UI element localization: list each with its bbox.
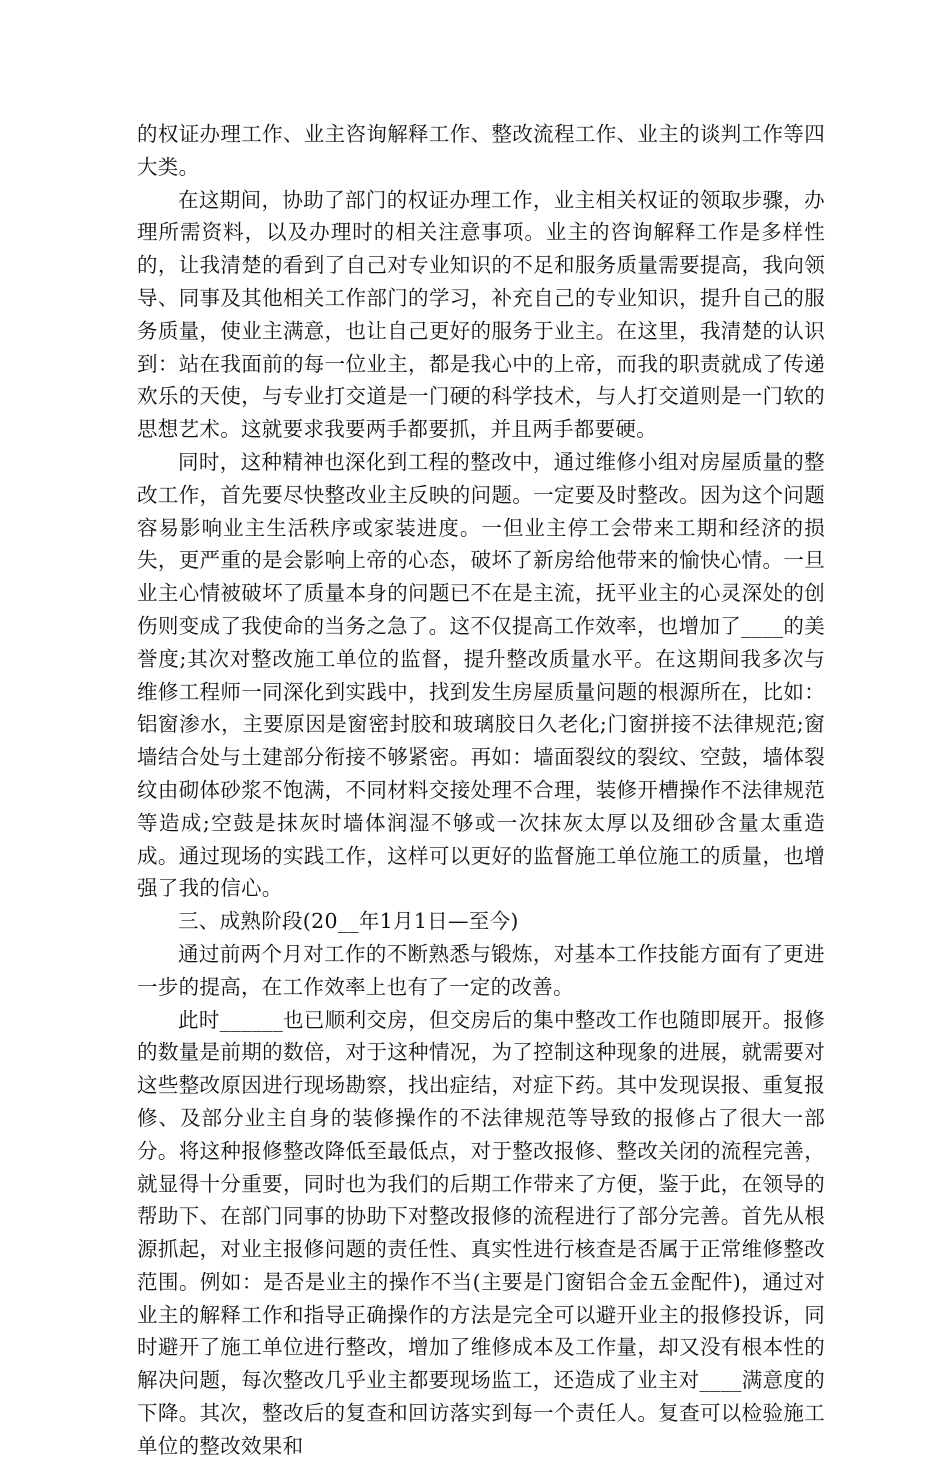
section-heading: 三、成熟阶段(20__年1月1日—至今) xyxy=(178,909,519,934)
paragraph-3: 同时，这种精神也深化到工程的整改中，通过维修小组对房屋质量的整改工作，首先要尽快整改业主反映的问题。一定要及时整改。因为这个问题容易影响业主生活秩序或家装进度。一但业主停工会带来工期和经济的损失，更严重的是会影响上帝的心态，破坏了新房给他带来的愉快心情。一旦业主心情被破坏了质量本身的问题已不在是主流，抚平业主的心灵深处的创伤则变成了我使命的当务之急了。这不仅提高工作效率，也增加了____的美誉度;其次对整改施工单位的监督，提升整改质量水平。在这期间我多次与维修工程师一同深化到实践中，找到发生房屋质量问题的根源所在，比如：铝窗渗水，主要原因是窗密封胶和玻璃胶日久老化;门窗拼接不法律规范;窗墙结合处与土建部分衔接不够紧密。再如：墙面裂纹的裂纹、空鼓，墙体裂纹由砌体砂浆不饱满，不同材料交接处理不合理，装修开槽操作不法律规范等造成;空鼓是抹灰时墙体润湿不够或一次抹灰太厚以及细砂含量太重造成。通过现场的实践工作，这样可以更好的监督施工单位施工的质量，也增强了我的信心。 xyxy=(137,449,825,901)
paragraph-5: 此时______也已顺利交房，但交房后的集中整改工作也随即展开。报修的数量是前期的数倍，对于这种情况，为了控制这种现象的进展，就需要对这些整改原因进行现场勘察，找出症结，对症下药。其中发现误报、重复报修、及部分业主自身的装修操作的不法律规范等导致的报修占了很大一部分。将这种报修整改降低至最低点，对于整改报修、整改关闭的流程完善，就显得十分重要，同时也为我们的后期工作带来了方便，鉴于此，在领导的帮助下、在部门同事的协助下对整改报修的流程进行了部分完善。首先从根源抓起，对业主报修问题的责任性、真实性进行核查是否属于正常维修整改范围。例如：是否是业主的操作不当(主要是门窗铝合金五金配件)，通过对业主的解释工作和指导正确操作的方法是完全可以避开业主的报修投诉，同时避开了施工单位进行整改，增加了维修成本及工作量，却又没有根本性的解决问题，每次整改几乎业主都要现场监工，还造成了业主对____满意度的下降。其次，整改后的复查和回访落实到每一个责任人。复查可以检验施工单位的整改效果和 xyxy=(137,1007,825,1458)
document-body xyxy=(137,118,825,1463)
paragraph-1: 的权证办理工作、业主咨询解释工作、整改流程工作、业主的谈判工作等四大类。 xyxy=(137,122,825,179)
paragraph-2: 在这期间，协助了部门的权证办理工作，业主相关权证的领取步骤，办理所需资料，以及办理时的相关注意事项。业主的咨询解释工作是多样性的，让我清楚的看到了自己对专业知识的不足和服务质量需要提高，我向领导、同事及其他相关工作部门的学习，补充自己的专业知识，提升自己的服务质量，使业主满意，也让自己更好的服务于业主。在这里，我清楚的认识到：站在我面前的每一位业主，都是我心中的上帝，而我的职责就成了传递欢乐的天使，与专业打交道是一门硬的科学技术，与人打交道则是一门软的思想艺术。这就要求我要两手都要抓，并且两手都要硬。 xyxy=(137,187,825,442)
paragraph-4: 通过前两个月对工作的不断熟悉与锻炼，对基本工作技能方面有了更进一步的提高，在工作效率上也有了一定的改善。 xyxy=(137,941,825,999)
